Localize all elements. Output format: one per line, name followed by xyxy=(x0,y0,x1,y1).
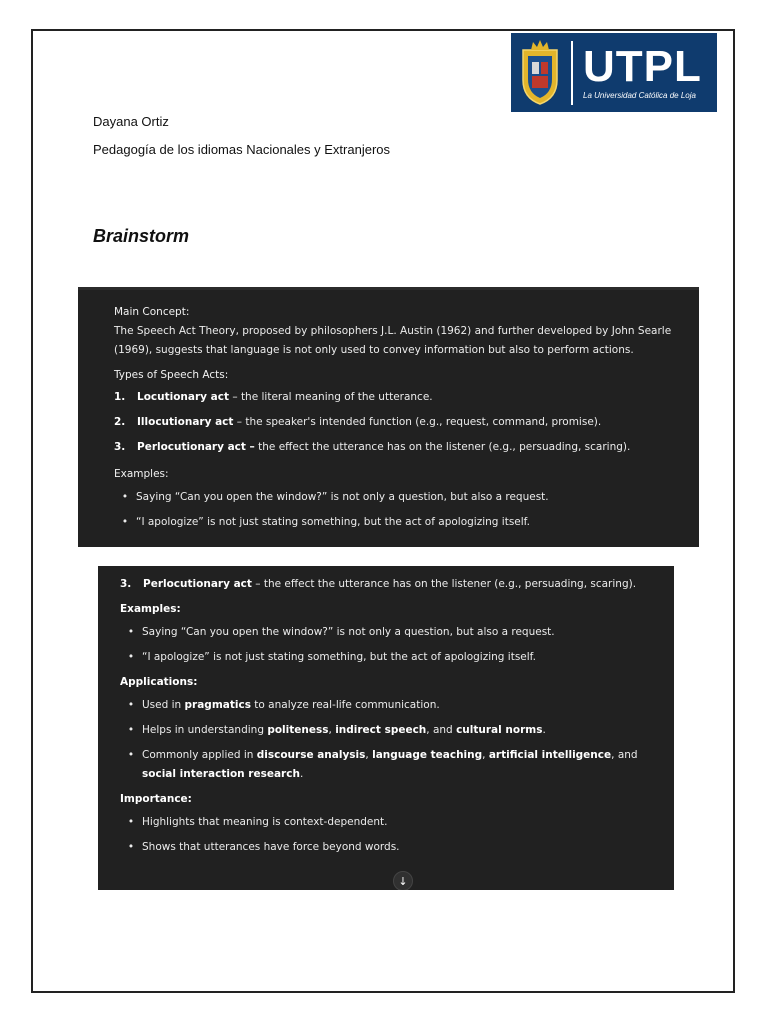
term-desc: – the speaker's intended function (e.g., request, command, promise). xyxy=(233,416,602,428)
program-name: Pedagogía de los idiomas Nacionales y Extranjeros xyxy=(93,142,391,157)
list-number: 3. xyxy=(114,441,126,453)
list-number: 1. xyxy=(114,391,126,403)
logo-subtitle: La Universidad Católica de Loja xyxy=(583,90,696,100)
list-number: 3. xyxy=(120,578,132,590)
examples-label xyxy=(120,600,658,619)
bold-term: politeness xyxy=(267,724,329,736)
bullet-icon: • xyxy=(127,651,135,663)
list-item xyxy=(120,721,658,740)
logo-separator xyxy=(571,41,573,105)
author-name: Dayana Ortiz xyxy=(93,114,169,129)
text: , and xyxy=(611,749,638,761)
list-number: 2. xyxy=(114,416,126,428)
text: Commonly applied in xyxy=(142,749,257,761)
text: . xyxy=(542,724,546,736)
term-desc: the effect the utterance has on the listener (e.g., persuading, scaring). xyxy=(254,441,631,453)
applications-label-text: Applications: xyxy=(120,676,198,688)
example-text: “I apologize” is not just stating something, but the act of apologizing itself. xyxy=(136,516,530,528)
list-item xyxy=(120,696,658,715)
cropped-top-strip xyxy=(78,287,699,290)
list-item xyxy=(120,838,658,857)
list-item xyxy=(114,488,683,507)
utpl-logo xyxy=(511,33,717,112)
bullet-icon: • xyxy=(121,516,129,528)
term-desc: – the literal meaning of the utterance. xyxy=(229,391,433,403)
applications-list xyxy=(120,696,658,784)
term: Perlocutionary act – xyxy=(137,441,255,453)
example-text: Saying “Can you open the window?” is not only a question, but also a request. xyxy=(142,626,555,638)
arrow-down-icon: ↓ xyxy=(398,874,408,888)
bullet-icon: • xyxy=(127,749,135,761)
list-item xyxy=(120,813,658,832)
bold-term: indirect speech xyxy=(335,724,427,736)
list-item xyxy=(120,648,658,667)
types-list xyxy=(114,388,683,457)
bullet-icon: • xyxy=(127,626,135,638)
list-item xyxy=(114,438,683,457)
page-heading: Brainstorm xyxy=(93,226,190,246)
term: Locutionary act xyxy=(137,391,230,403)
text: to analyze real-life communication. xyxy=(250,699,440,711)
university-crest-icon xyxy=(519,40,561,106)
types-label: Types of Speech Acts: xyxy=(114,369,229,381)
text: Used in xyxy=(142,699,185,711)
importance-text: Highlights that meaning is context-dependent. xyxy=(142,816,388,828)
text: , xyxy=(365,749,373,761)
chat-screenshot-2 xyxy=(98,566,674,890)
text: , xyxy=(328,724,336,736)
bold-term: cultural norms xyxy=(456,724,543,736)
list-item xyxy=(114,413,683,432)
bold-term: pragmatics xyxy=(184,699,251,711)
examples-list xyxy=(120,623,658,667)
example-text: “I apologize” is not just stating something, but the act of apologizing itself. xyxy=(142,651,536,663)
example-text: Saying “Can you open the window?” is not only a question, but also a request. xyxy=(136,491,549,503)
bullet-icon: • xyxy=(127,816,135,828)
bold-term: discourse analysis xyxy=(256,749,366,761)
main-concept-text: The Speech Act Theory, proposed by philosophers J.L. Austin (1962) and further developed by John Searle (1969), suggests that language is not only used to convey information but also to perform actions. xyxy=(114,325,672,356)
term-desc: – the effect the utterance has on the listener (e.g., persuading, scaring). xyxy=(251,578,637,590)
list-item xyxy=(120,746,658,784)
list-item xyxy=(114,513,683,532)
examples-label: Examples: xyxy=(114,468,169,480)
scroll-down-button[interactable] xyxy=(393,871,413,890)
main-concept-label: Main Concept: xyxy=(114,306,190,318)
bold-term: social interaction research xyxy=(142,768,300,780)
bold-term: artificial intelligence xyxy=(488,749,612,761)
applications-label xyxy=(120,673,658,692)
importance-text: Shows that utterances have force beyond words. xyxy=(142,841,400,853)
text: , and xyxy=(426,724,457,736)
text: , xyxy=(482,749,489,761)
term: Perlocutionary act xyxy=(143,578,252,590)
logo-text xyxy=(583,41,702,101)
chat-screenshot-1 xyxy=(78,287,699,547)
bullet-icon: • xyxy=(127,841,135,853)
bullet-icon: • xyxy=(127,699,135,711)
importance-label-text: Importance: xyxy=(120,793,192,805)
types-list-continued xyxy=(120,575,658,594)
list-item xyxy=(120,575,658,594)
bold-term: language teaching xyxy=(372,749,483,761)
text: . xyxy=(299,768,304,780)
importance-list xyxy=(120,813,658,857)
text: Helps in understanding xyxy=(142,724,268,736)
list-item xyxy=(114,388,683,407)
term: Illocutionary act xyxy=(137,416,234,428)
bullet-icon: • xyxy=(121,491,129,503)
examples-label-text: Examples: xyxy=(120,603,181,615)
list-item xyxy=(120,623,658,642)
logo-name: UTPL xyxy=(583,41,702,91)
bullet-icon: • xyxy=(127,724,135,736)
importance-label xyxy=(120,790,658,809)
examples-list xyxy=(114,488,683,532)
